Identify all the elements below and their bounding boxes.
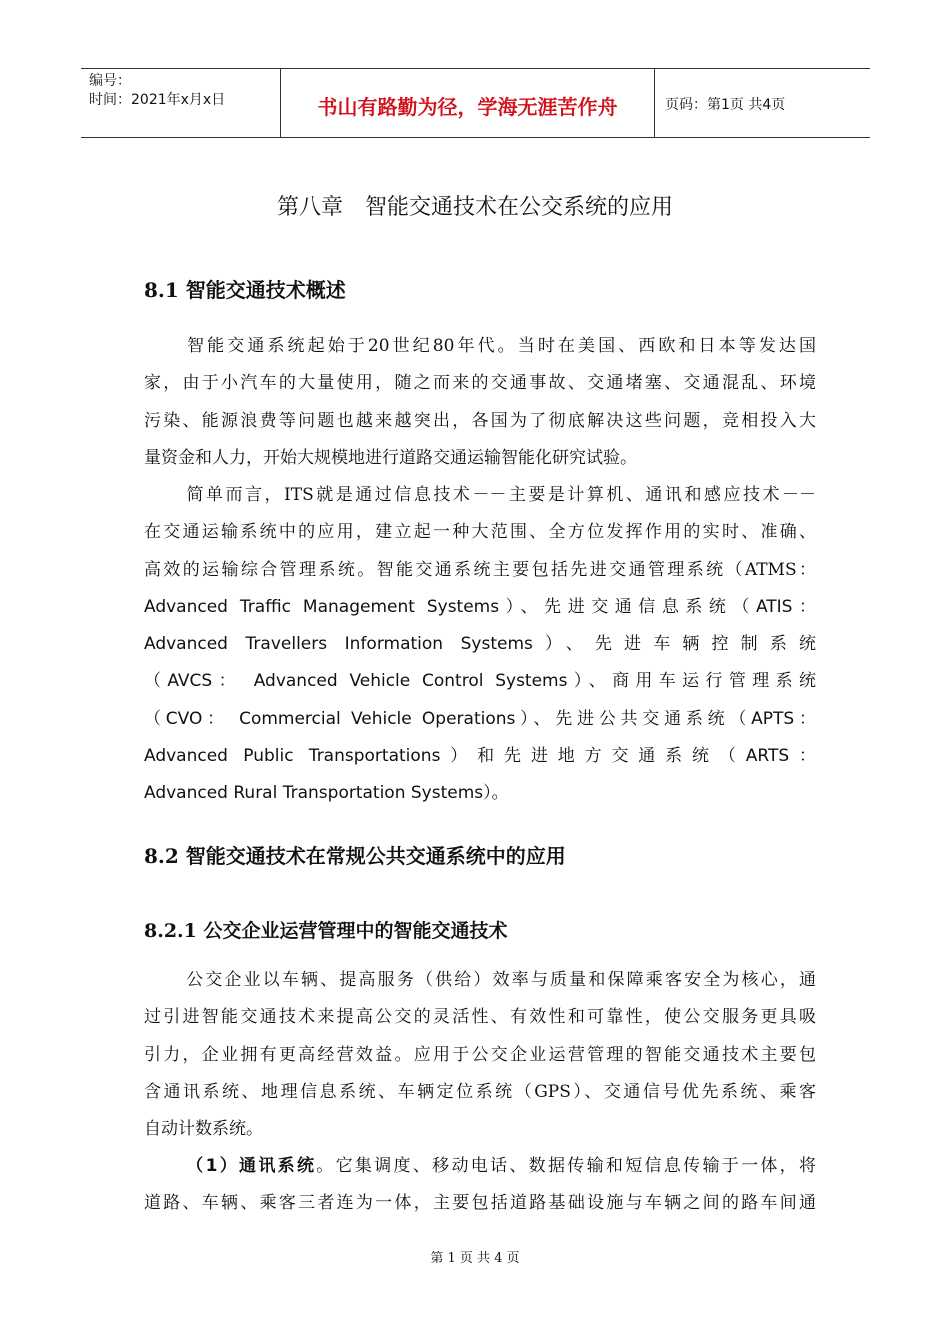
text-line: 污染、能源浪费等问题也越来越突出，各国为了彻底解决这些问题，竞相投入大 <box>144 410 816 431</box>
paragraph-3 <box>144 962 816 1148</box>
header-page-info: 页码：第1页 共4页 <box>665 97 786 113</box>
text-line: 简单而言，ITS就是通过信息技术－－主要是计算机、通讯和感应技术－－ <box>184 485 816 505</box>
text-line: 公交企业以车辆、提高服务（供给）效率与质量和保障乘客安全为核心，通 <box>184 970 816 990</box>
text-line: Advanced Rural Transportation Systems）。 <box>144 783 509 804</box>
header-left-cell <box>81 69 281 137</box>
header-motto: 书山有路勤为径，学海无涯苦作舟 <box>281 69 655 137</box>
paragraph-4 <box>144 1148 816 1223</box>
text-line: 家，由于小汽车的大量使用，随之而来的交通事故、交通堵塞、交通混乱、环境 <box>144 373 816 394</box>
text-line: 量资金和人力，开始大规模地进行道路交通运输智能化研究试验。 <box>144 447 637 468</box>
paragraph-2 <box>144 477 816 813</box>
text-line: （CVO： Commercial Vehicle Operations）、先进公共交通系统（APTS： <box>144 708 816 729</box>
text-line: Advanced Public Transportations）和先进地方交通系统（ARTS： <box>144 746 816 767</box>
section-heading-8-2: 8.2 智能交通技术在常规公共交通系统中的应用 <box>144 844 566 868</box>
page-footer: 第 1 页 共 4 页 <box>430 1251 520 1266</box>
text-line: 在交通运输系统中的应用，建立起一种大范围、全方位发挥作用的实时、准确、 <box>144 522 816 543</box>
number-label: 编号： <box>89 73 131 89</box>
text-line: 含通讯系统、地理信息系统、车辆定位系统（GPS）、交通信号优先系统、乘客 <box>144 1081 816 1102</box>
text-line: Advanced Traffic Management Systems）、先进交通信息系统（ATIS： <box>144 596 816 617</box>
section-heading-8-2-1: 8.2.1 公交企业运营管理中的智能交通技术 <box>144 920 508 942</box>
text-line: 智能交通系统起始于20世纪80年代。当时在美国、西欧和日本等发达国 <box>184 336 816 356</box>
text-line: 引力，企业拥有更高经营效益。应用于公交企业运营管理的智能交通技术主要包 <box>144 1044 816 1065</box>
text-line: （1）通讯系统。它集调度、移动电话、数据传输和短信息传输于一体，将 <box>184 1156 816 1176</box>
section-heading-8-1: 8.1 智能交通技术概述 <box>144 278 346 302</box>
chapter-title <box>0 190 950 221</box>
text-line: 自动计数系统。 <box>144 1119 263 1140</box>
text-line: 道路、车辆、乘客三者连为一体，主要包括道路基础设施与车辆之间的路车间通 <box>144 1193 816 1214</box>
chapter-name: 智能交通技术在公交系统的应用 <box>365 195 674 220</box>
bold-lead: （1）通讯系统 <box>184 1156 317 1176</box>
time-label: 时间：2021年x月x日 <box>89 92 226 108</box>
chapter-number: 第八章 <box>276 195 343 220</box>
paragraph-1 <box>144 328 816 477</box>
text-line: 过引进智能交通技术来提高公交的灵活性、有效性和可靠性，使公交服务更具吸 <box>144 1007 816 1028</box>
text-line: （AVCS： Advanced Vehicle Control Systems）、商用车运行管理系统 <box>144 671 816 692</box>
page-header <box>81 68 870 138</box>
text-line: 高效的运输综合管理系统。智能交通系统主要包括先进交通管理系统（ATMS： <box>144 559 816 580</box>
text-line: Advanced Travellers Information Systems）、先进车辆控制系统 <box>144 634 816 655</box>
